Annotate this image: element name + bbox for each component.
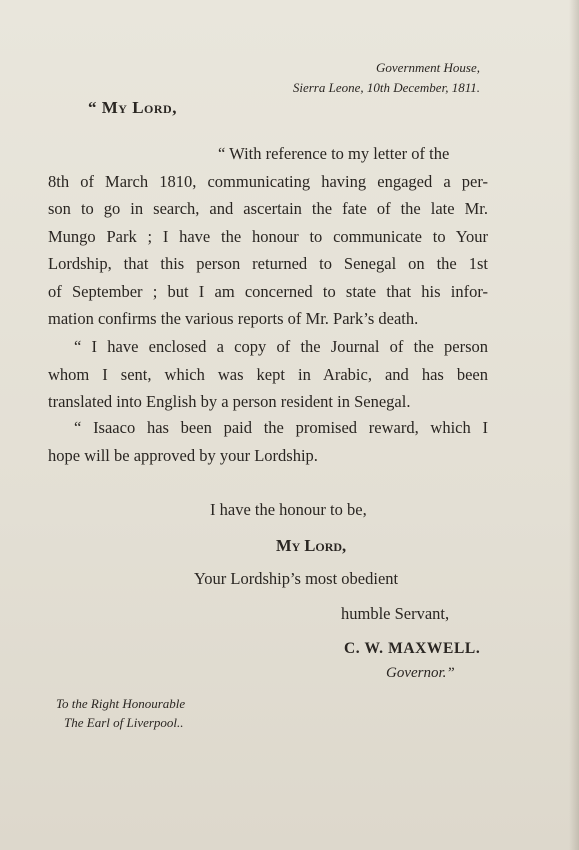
closing-line-2: My Lord, [276,536,347,555]
letter-date: Sierra Leone, 10th December, 1811. [292,80,480,95]
addressee-line-2: The Earl of Liverpool.. [64,715,184,730]
letter-place: Government House, [376,60,480,75]
paragraph-2-line: whom I sent, which was kept in Arabic, and has been [48,364,488,384]
addressee-line-1: To the Right Honourable [56,696,186,711]
paragraph-1-line: Mungo Park ; I have the honour to communicate to Your [48,226,488,246]
paragraph-1-line: mation confirms the various reports of Mr. Park’s death. [48,309,419,328]
paragraph-1-line: of September ; but I am concerned to state that his infor- [48,281,488,301]
salutation: “ My Lord, [88,98,177,117]
paragraph-1-line: “ With reference to my letter of the [218,144,450,163]
paragraph-1-line: son to go in search, and ascertain the fate of the late Mr. [48,199,488,218]
paragraph-3-line: “ Isaaco has been paid the promised reward, which I [74,418,488,437]
paragraph-2-line: translated into English by a person resident in Senegal. [48,392,411,411]
closing-line-4: humble Servant, [341,604,450,623]
closing-line-3: Your Lordship’s most obedient [194,569,399,588]
paragraph-2 [48,333,488,416]
paragraph-1 [48,140,488,333]
paragraph-1-line: Lordship, that this person returned to Senegal on the 1st [48,254,488,273]
signature: C. W. MAXWELL. [344,640,481,657]
page-edge-shadow [569,0,579,850]
paragraph-1-line: 8th of March 1810, communicating having engaged a per- [48,171,488,191]
paragraph-3-line: hope will be approved by your Lordship. [48,445,318,465]
paragraph-2-line: “ I have enclosed a copy of the Journal of the person [74,337,488,356]
signature-title: Governor.” [386,665,455,681]
paragraph-3 [48,414,488,469]
closing-line-1: I have the honour to be, [210,500,367,519]
